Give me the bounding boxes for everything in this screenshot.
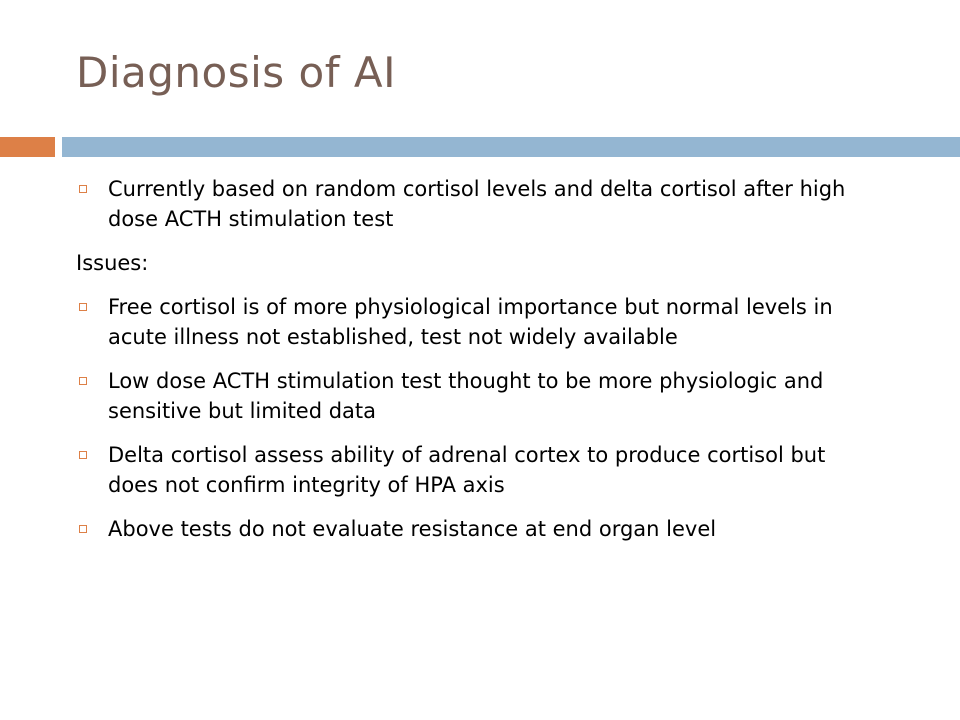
bullet-text: Free cortisol is of more physiological importance but normal levels in acute illness not established, test not widely available [108, 295, 833, 349]
bullet-text: Delta cortisol assess ability of adrenal cortex to produce cortisol but does not confirm integrity of HPA axis [108, 443, 826, 497]
bullet-item [76, 440, 876, 500]
section-label-text: Issues: [76, 251, 149, 275]
bullet-text: Low dose ACTH stimulation test thought to be more physiologic and sensitive but limited data [108, 369, 824, 423]
section-label [76, 248, 876, 278]
square-bullet-icon [79, 303, 87, 311]
bullet-item [76, 174, 876, 234]
bullet-item [76, 514, 876, 544]
slide-body [76, 174, 876, 558]
bullet-item [76, 292, 876, 352]
square-bullet-icon [79, 185, 87, 193]
bullet-item [76, 366, 876, 426]
square-bullet-icon [79, 451, 87, 459]
bullet-text: Above tests do not evaluate resistance at end organ level [108, 517, 717, 541]
bullet-text: Currently based on random cortisol levels and delta cortisol after high dose ACTH stimulation test [108, 177, 846, 231]
square-bullet-icon [79, 377, 87, 385]
accent-bar-orange [0, 137, 55, 157]
accent-bar-blue [62, 137, 960, 157]
slide-title: Diagnosis of AI [76, 48, 396, 97]
square-bullet-icon [79, 525, 87, 533]
